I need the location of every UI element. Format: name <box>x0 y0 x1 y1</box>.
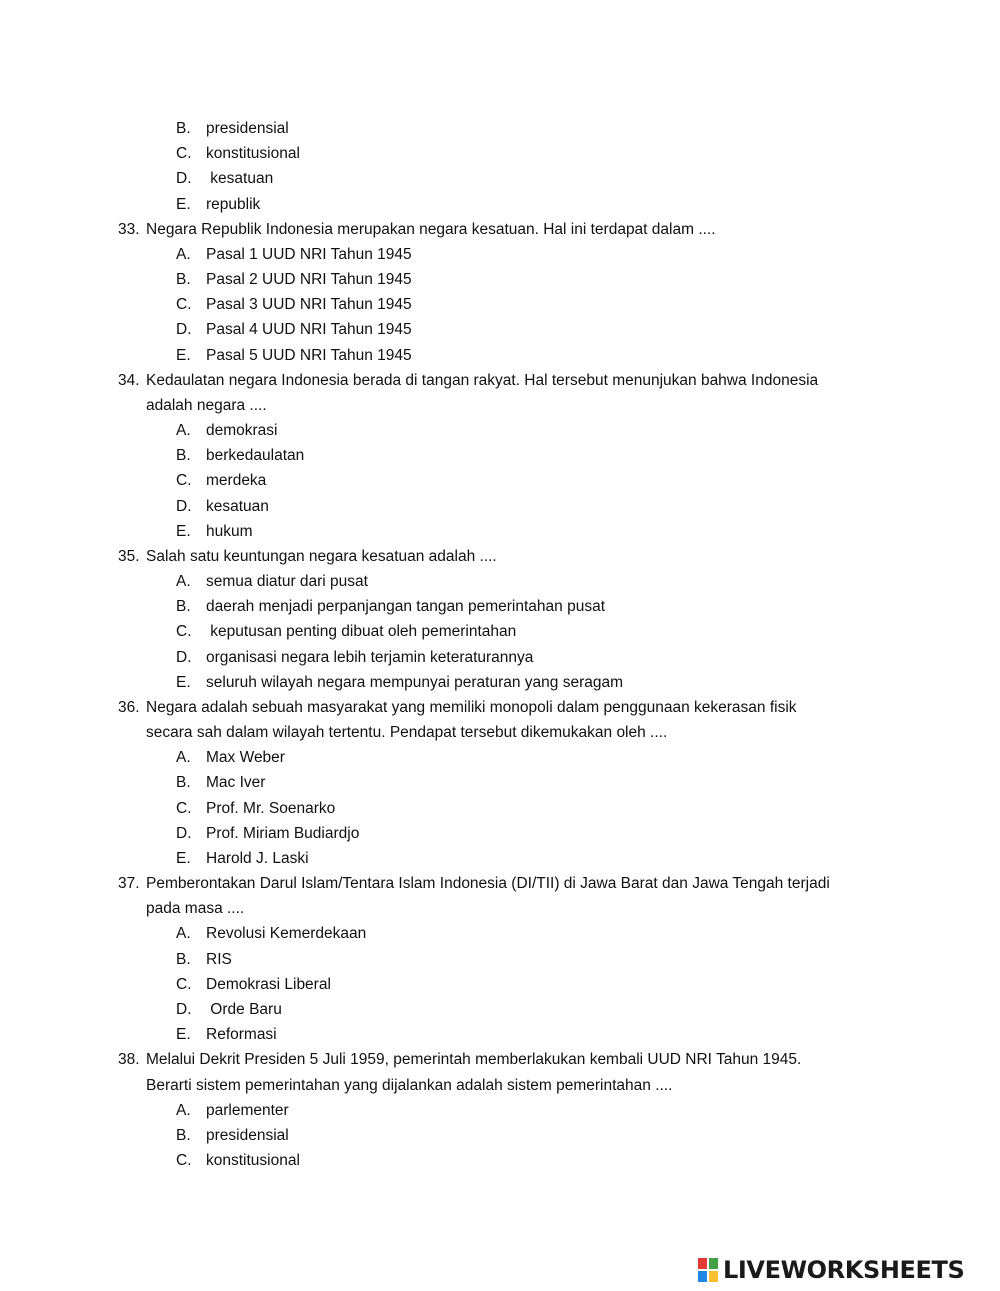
option-text: presidensial <box>206 120 289 137</box>
option-letter: C. <box>176 975 192 993</box>
option-letter: E. <box>176 673 191 691</box>
option-text: presidensial <box>206 1126 289 1144</box>
option-letter: A. <box>176 422 191 439</box>
liveworksheets-logo <box>698 1253 964 1287</box>
option-letter: E. <box>176 346 191 364</box>
option-letter: B. <box>176 447 191 465</box>
option-text: Revolusi Kemerdekaan <box>206 925 367 943</box>
option-text: hukum <box>206 522 253 540</box>
option-text: Harold J. Laski <box>206 849 309 867</box>
option-text: Demokrasi Liberal <box>206 975 331 993</box>
option-letter: A. <box>176 245 191 263</box>
question-number: 38. <box>118 1051 140 1069</box>
option-text: Pasal 4 UUD NRI Tahun 1945 <box>206 321 412 339</box>
option-text: Orde Baru <box>206 1001 282 1018</box>
question-text: Berarti sistem pemerintahan yang dijalankan adalah sistem pemerintahan .... <box>146 1076 673 1094</box>
question-text: adalah negara .... <box>146 396 267 414</box>
question-number: 35. <box>118 547 140 565</box>
option-text: RIS <box>206 950 232 968</box>
option-letter: D. <box>176 170 192 188</box>
option-text: Reformasi <box>206 1026 277 1044</box>
logo-text: LIVEWORKSHEETS <box>723 1256 965 1284</box>
option-letter: E. <box>176 195 191 213</box>
question-number: 37. <box>118 875 140 893</box>
logo-block-4 <box>709 1271 718 1282</box>
logo-block-1 <box>698 1258 707 1269</box>
question-text: Salah satu keuntungan negara kesatuan adalah .... <box>146 547 497 565</box>
option-text: parlementer <box>206 1101 289 1119</box>
logo-block-2 <box>709 1258 718 1269</box>
option-text: Mac Iver <box>206 774 266 792</box>
option-letter: D. <box>176 1001 192 1018</box>
question-text: Pemberontakan Darul Islam/Tentara Islam Indonesia (DI/TII) di Jawa Barat dan Jawa Tengah terjadi <box>146 875 830 893</box>
option-text: keputusan penting dibuat oleh pemerintahan <box>206 623 517 641</box>
question-text: Melalui Dekrit Presiden 5 Juli 1959, pemerintah memberlakukan kembali UUD NRI Tahun 1945. <box>146 1051 802 1069</box>
option-letter: B. <box>176 1126 191 1144</box>
option-text: kesatuan <box>206 497 269 515</box>
option-text: semua diatur dari pusat <box>206 573 368 591</box>
option-text: daerah menjadi perpanjangan tangan pemerintahan pusat <box>206 598 605 616</box>
option-text: konstitusional <box>206 145 300 163</box>
option-text: seluruh wilayah negara mempunyai peraturan yang seragam <box>206 673 624 691</box>
option-letter: C. <box>176 1152 192 1169</box>
option-text: konstitusional <box>206 1152 300 1169</box>
question-text: Negara adalah sebuah masyarakat yang memiliki monopoli dalam penggunaan kekerasan fisik <box>146 698 797 716</box>
option-letter: B. <box>176 120 191 137</box>
option-letter: E. <box>176 849 191 867</box>
option-letter: B. <box>176 774 191 792</box>
option-letter: C. <box>176 623 192 641</box>
option-text: demokrasi <box>206 422 278 439</box>
option-text: kesatuan <box>206 170 274 188</box>
option-text: Pasal 5 UUD NRI Tahun 1945 <box>206 346 412 364</box>
option-letter: D. <box>176 497 192 515</box>
option-letter: D. <box>176 824 192 842</box>
option-letter: B. <box>176 271 191 288</box>
question-number: 34. <box>118 371 140 389</box>
question-text: pada masa .... <box>146 900 245 918</box>
question-text: Negara Republik Indonesia merupakan negara kesatuan. Hal ini terdapat dalam .... <box>146 220 716 238</box>
question-number: 33. <box>118 220 140 238</box>
option-letter: C. <box>176 472 192 490</box>
question-text: Kedaulatan negara Indonesia berada di tangan rakyat. Hal tersebut menunjukan bahwa Indonesia <box>146 371 819 389</box>
option-text: Pasal 3 UUD NRI Tahun 1945 <box>206 296 412 314</box>
option-letter: B. <box>176 950 191 968</box>
option-text: Prof. Mr. Soenarko <box>206 799 336 817</box>
option-letter: B. <box>176 598 191 616</box>
option-letter: D. <box>176 321 192 339</box>
option-text: Max Weber <box>206 749 285 767</box>
logo-color-blocks <box>698 1258 718 1282</box>
option-letter: A. <box>176 925 191 943</box>
option-text: merdeka <box>206 472 267 490</box>
option-letter: C. <box>176 799 192 817</box>
option-letter: D. <box>176 648 192 666</box>
option-letter: E. <box>176 522 191 540</box>
option-letter: A. <box>176 749 191 767</box>
option-letter: A. <box>176 573 191 591</box>
option-text: Pasal 2 UUD NRI Tahun 1945 <box>206 271 412 288</box>
option-letter: C. <box>176 145 192 163</box>
option-text: Prof. Miriam Budiardjo <box>206 824 360 842</box>
question-text: secara sah dalam wilayah tertentu. Pendapat tersebut dikemukakan oleh .... <box>146 724 668 742</box>
logo-block-3 <box>698 1271 707 1282</box>
option-text: organisasi negara lebih terjamin keteraturannya <box>206 648 534 666</box>
option-letter: C. <box>176 296 192 314</box>
question-number: 36. <box>118 698 140 716</box>
option-text: Pasal 1 UUD NRI Tahun 1945 <box>206 245 412 263</box>
option-text: republik <box>206 195 261 213</box>
option-letter: A. <box>176 1101 191 1119</box>
option-text: berkedaulatan <box>206 447 305 465</box>
option-letter: E. <box>176 1026 191 1044</box>
